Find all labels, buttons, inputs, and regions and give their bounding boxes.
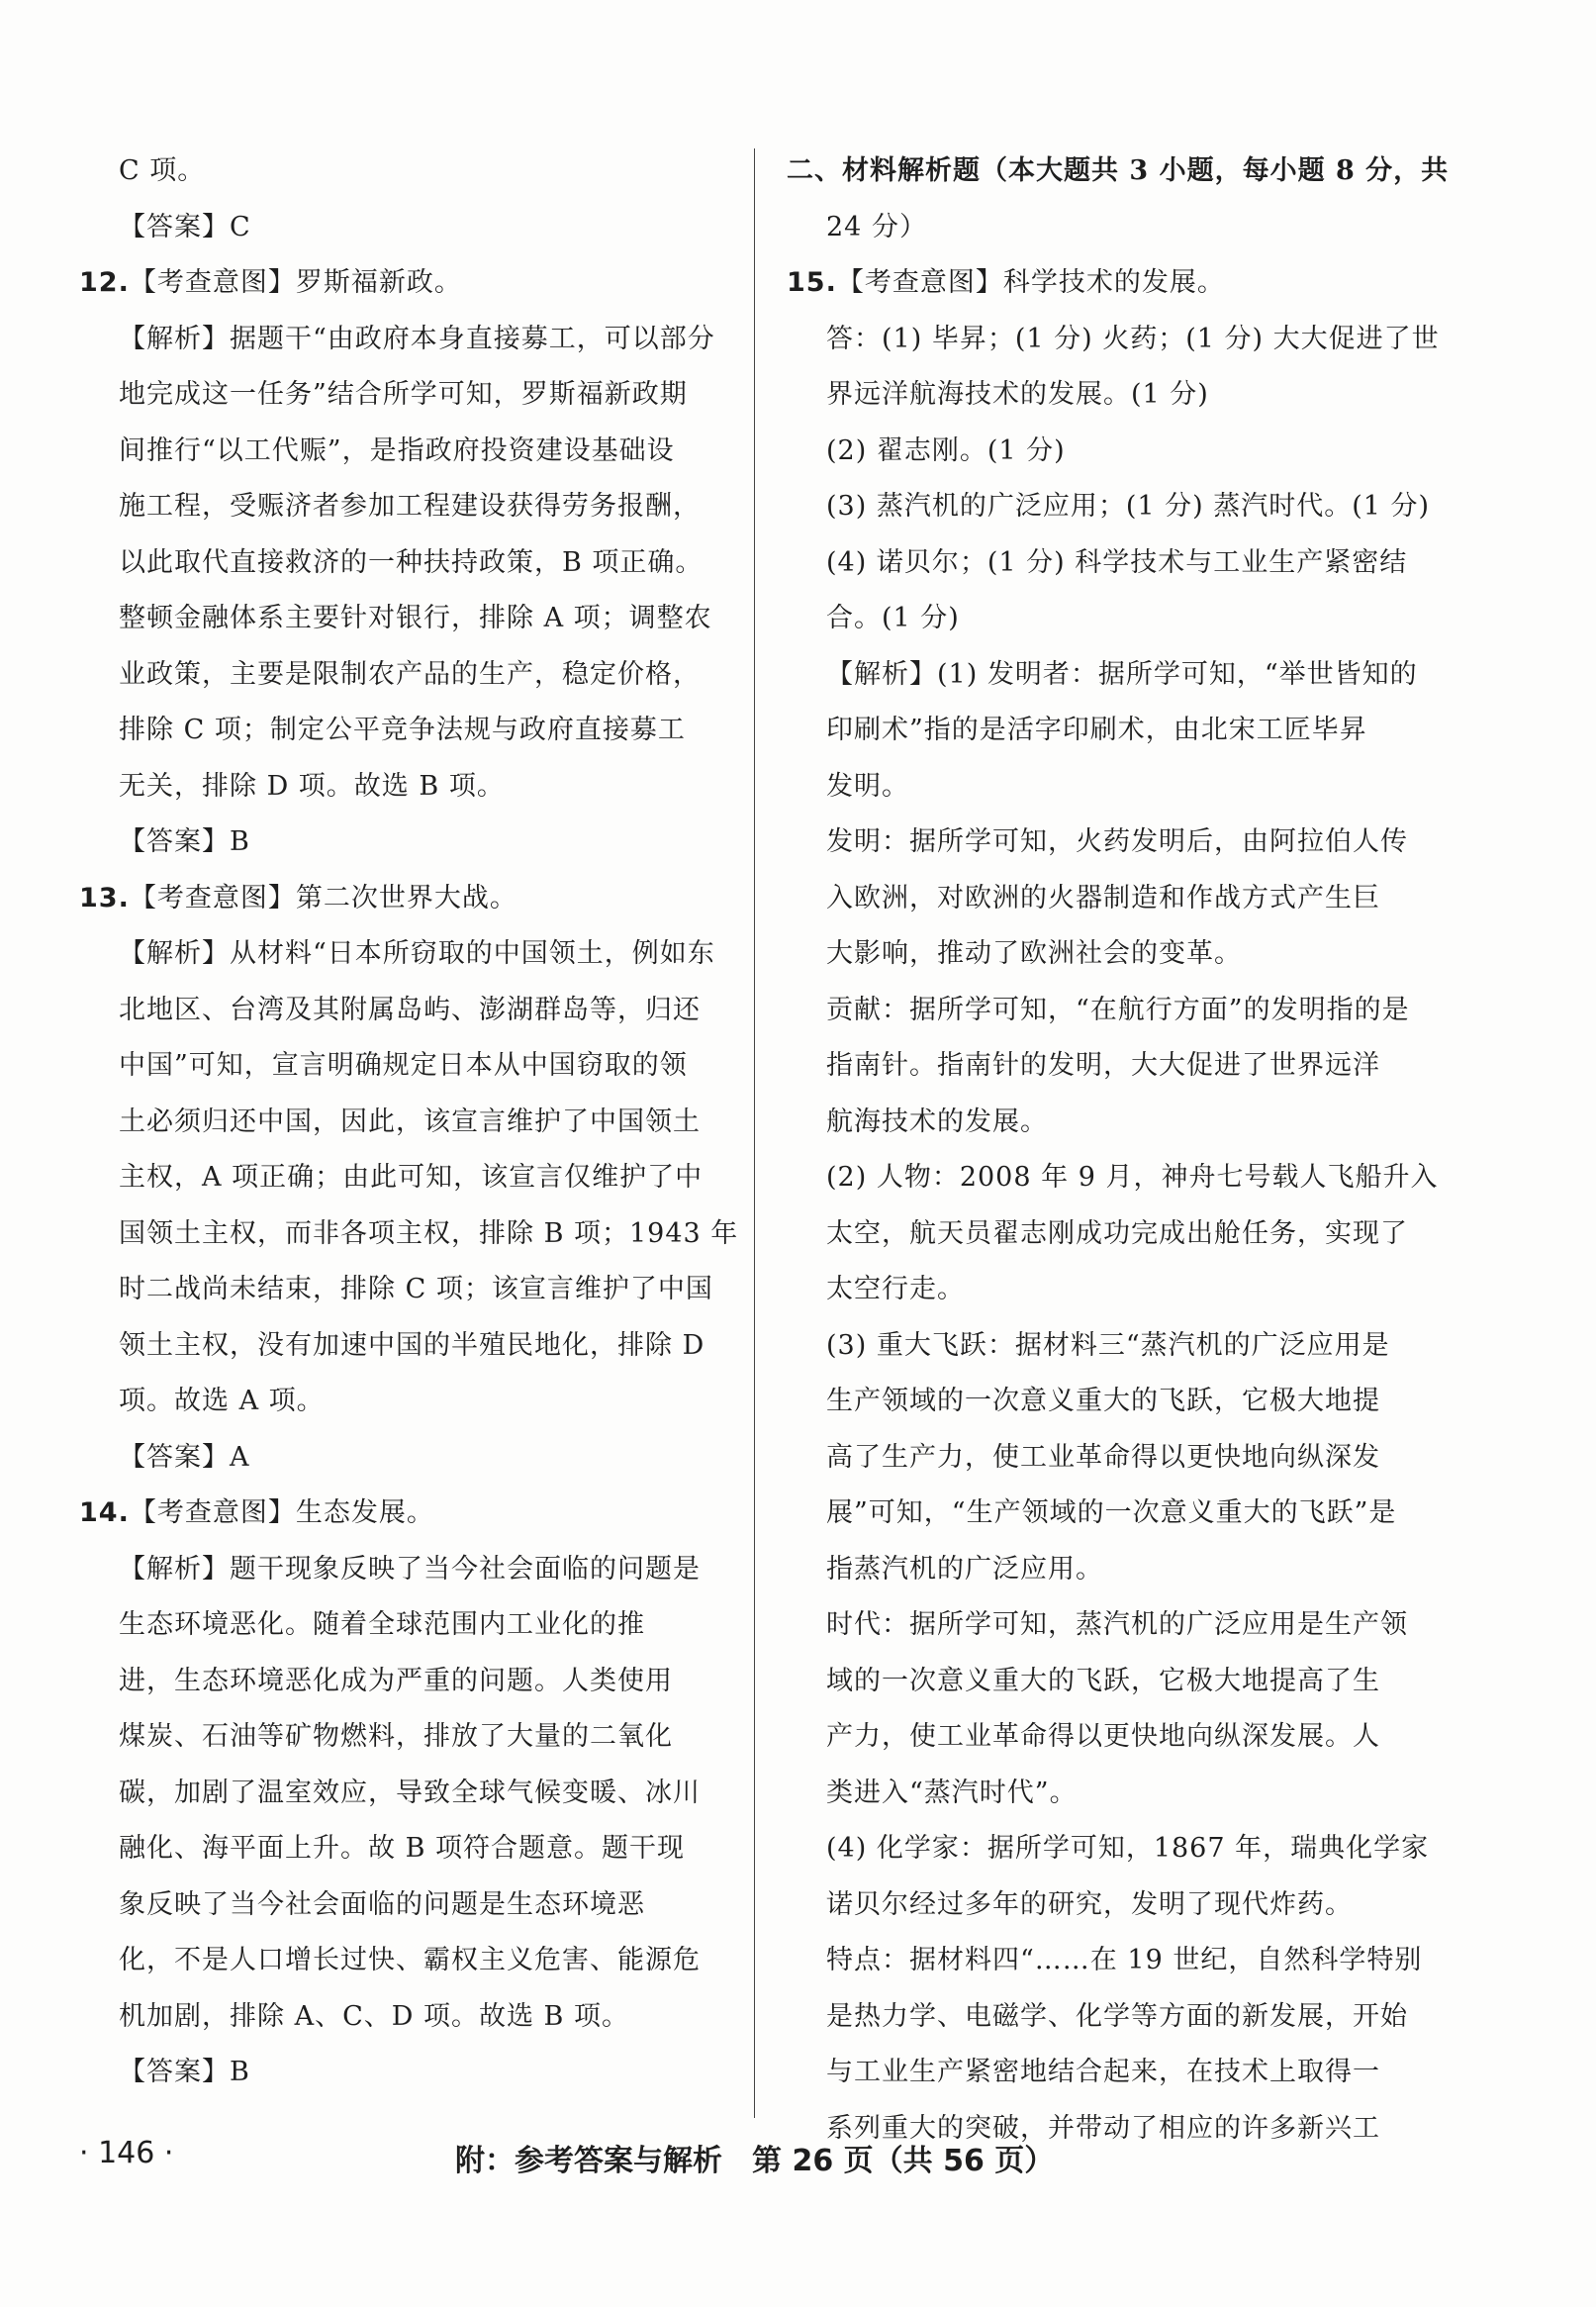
analysis-line: 生产领域的一次意义重大的飞跃，它极大地提 — [826, 1386, 1380, 1416]
analysis-line: 域的一次意义重大的飞跃，它极大地提高了生 — [826, 1665, 1380, 1696]
analysis-line: 高了生产力，使工业革命得以更快地向纵深发 — [826, 1441, 1380, 1473]
analysis-line: 北地区、台湾及其附属岛屿、澎湖群岛等，归还 — [119, 994, 701, 1025]
analysis-line: 主权，A 项正确；由此可知，该宣言仅维护了中 — [119, 1162, 704, 1193]
analysis-line: 以此取代直接救济的一种扶持政策，B 项正确。 — [119, 546, 704, 578]
analysis-line: 整顿金融体系主要针对银行，排除 A 项；调整农 — [119, 603, 712, 633]
analysis-line: 贡献：据所学可知，“在航行方面”的发明指的是 — [826, 994, 1410, 1025]
analysis-line: 航海技术的发展。 — [826, 1105, 1048, 1137]
analysis-line: 入欧洲，对欧洲的火器制造和作战方式产生巨 — [826, 882, 1380, 913]
intent-text: 【考查意图】第二次世界大战。 — [129, 882, 517, 913]
column-divider — [754, 148, 755, 2118]
answer-line: (2) 翟志刚。(1 分) — [826, 434, 1066, 466]
analysis-line: 系列重大的突破，并带动了相应的许多新兴工 — [826, 2112, 1380, 2144]
question-number: 12. — [79, 267, 130, 298]
analysis-line: 印刷术”指的是活字印刷术，由北宋工匠毕昇 — [826, 715, 1367, 745]
analysis-line: 象反映了当今社会面临的问题是生态环境恶 — [119, 1888, 645, 1920]
right-column — [787, 144, 1450, 2157]
analysis-line: 展”可知，“生产领域的一次意义重大的飞跃”是 — [826, 1497, 1397, 1528]
analysis-line: 排除 C 项；制定公平竞争法规与政府直接募工 — [119, 715, 686, 745]
analysis-line: 碳，加剧了温室效应，导致全球气候变暖、冰川 — [119, 1777, 701, 1808]
analysis-line: 化，不是人口增长过快、霸权主义危害、能源危 — [119, 1945, 701, 1975]
analysis-line: 【解析】题干现象反映了当今社会面临的问题是 — [119, 1553, 701, 1585]
question-14-intent — [79, 1486, 732, 1542]
analysis-line: (4) 化学家：据所学可知，1867 年，瑞典化学家 — [826, 1833, 1430, 1864]
analysis-line: 诺贝尔经过多年的研究，发明了现代炸药。 — [826, 1888, 1353, 1920]
analysis-line: 煤炭、石油等矿物燃料，排放了大量的二氧化 — [119, 1721, 673, 1752]
page-footer — [79, 2128, 1445, 2187]
analysis-line: 发明。 — [826, 770, 909, 802]
question-13-intent — [79, 871, 732, 927]
answer-line: 合。(1 分) — [826, 603, 960, 633]
question-15-intent — [787, 255, 1440, 312]
analysis-line: 间推行“以工代赈”，是指政府投资建设基础设 — [119, 434, 675, 466]
analysis-line: 项。故选 A 项。 — [119, 1386, 325, 1416]
answer-line: 【答案】C — [119, 211, 251, 242]
analysis-line: 发明：据所学可知，火药发明后，由阿拉伯人传 — [826, 826, 1408, 857]
footer-title: 附：参考答案与解析 第 26 页（共 56 页） — [455, 2144, 1055, 2178]
intent-text: 【考查意图】罗斯福新政。 — [129, 267, 462, 298]
analysis-line: 【解析】据题干“由政府本身直接募工，可以部分 — [119, 323, 715, 354]
answer-line: (4) 诺贝尔；(1 分) 科学技术与工业生产紧密结 — [826, 546, 1408, 578]
page-number: · 146 · — [79, 2136, 174, 2170]
analysis-line: 中国”可知，宣言明确规定日本从中国窃取的领 — [119, 1050, 688, 1081]
analysis-line: 业政策，主要是限制农产品的生产，稳定价格， — [119, 658, 701, 690]
analysis-line: 机加剧，排除 A、C、D 项。故选 B 项。 — [119, 2000, 629, 2032]
analysis-line: 地完成这一任务”结合所学可知，罗斯福新政期 — [119, 379, 688, 410]
section-heading: 二、材料解析题（本大题共 3 小题，每小题 8 分，共 — [787, 155, 1450, 186]
analysis-line: 太空行走。 — [826, 1274, 965, 1304]
analysis-line: 无关，排除 D 项。故选 B 项。 — [119, 770, 505, 802]
answer-line: 界远洋航海技术的发展。(1 分) — [826, 379, 1209, 410]
analysis-line: 领土主权，没有加速中国的半殖民地化，排除 D — [119, 1329, 705, 1361]
analysis-line: 施工程，受赈济者参加工程建设获得劳务报酬， — [119, 491, 701, 522]
answer-line: 【答案】B — [119, 826, 250, 857]
analysis-line: 国领土主权，而非各项主权，排除 B 项；1943 年 — [119, 1217, 739, 1249]
answer-line: 【答案】A — [119, 1441, 250, 1473]
analysis-line: 时二战尚未结束，排除 C 项；该宣言维护了中国 — [119, 1274, 713, 1304]
question-number: 15. — [787, 267, 837, 298]
intent-text: 【考查意图】生态发展。 — [129, 1497, 434, 1528]
analysis-line: 土必须归还中国，因此，该宣言维护了中国领土 — [119, 1105, 701, 1137]
analysis-line: 与工业生产紧密地结合起来，在技术上取得一 — [826, 2057, 1380, 2087]
analysis-line: 指蒸汽机的广泛应用。 — [826, 1553, 1103, 1585]
analysis-line: 指南针。指南针的发明，大大促进了世界远洋 — [826, 1050, 1380, 1081]
question-12-intent — [79, 255, 732, 312]
analysis-line: 特点：据材料四“……在 19 世纪，自然科学特别 — [826, 1945, 1423, 1975]
analysis-line: 大影响，推动了欧洲社会的变革。 — [826, 938, 1242, 969]
analysis-line: 生态环境恶化。随着全球范围内工业化的推 — [119, 1609, 645, 1640]
analysis-line: 类进入“蒸汽时代”。 — [826, 1777, 1078, 1808]
analysis-line: 是热力学、电磁学、化学等方面的新发展，开始 — [826, 2000, 1408, 2032]
analysis-line: 太空，航天员翟志刚成功完成出舱任务，实现了 — [826, 1217, 1408, 1249]
analysis-line: 融化、海平面上升。故 B 项符合题意。题干现 — [119, 1833, 686, 1864]
answer-line: 【答案】B — [119, 2057, 250, 2087]
analysis-line: (3) 重大飞跃：据材料三“蒸汽机的广泛应用是 — [826, 1329, 1390, 1361]
left-column — [79, 144, 739, 2101]
analysis-line: 【解析】从材料“日本所窃取的中国领土，例如东 — [119, 938, 715, 969]
analysis-line: 【解析】(1) 发明者：据所学可知，“举世皆知的 — [826, 658, 1418, 690]
analysis-line: 产力，使工业革命得以更快地向纵深发展。人 — [826, 1721, 1380, 1752]
analysis-line: 进，生态环境恶化成为严重的问题。人类使用 — [119, 1665, 673, 1696]
analysis-line: (2) 人物：2008 年 9 月，神舟七号载人飞船升入 — [826, 1162, 1439, 1193]
question-number: 13. — [79, 882, 130, 913]
section-heading-cont: 24 分） — [826, 211, 927, 242]
question-number: 14. — [79, 1497, 130, 1528]
answer-line: (3) 蒸汽机的广泛应用；(1 分) 蒸汽时代。(1 分) — [826, 491, 1431, 522]
text-line: C 项。 — [119, 155, 206, 186]
intent-text: 【考查意图】科学技术的发展。 — [836, 267, 1225, 298]
answer-line: 答：(1) 毕昇；(1 分) 火药；(1 分) 大大促进了世 — [826, 323, 1440, 354]
analysis-line: 时代：据所学可知，蒸汽机的广泛应用是生产领 — [826, 1609, 1408, 1640]
